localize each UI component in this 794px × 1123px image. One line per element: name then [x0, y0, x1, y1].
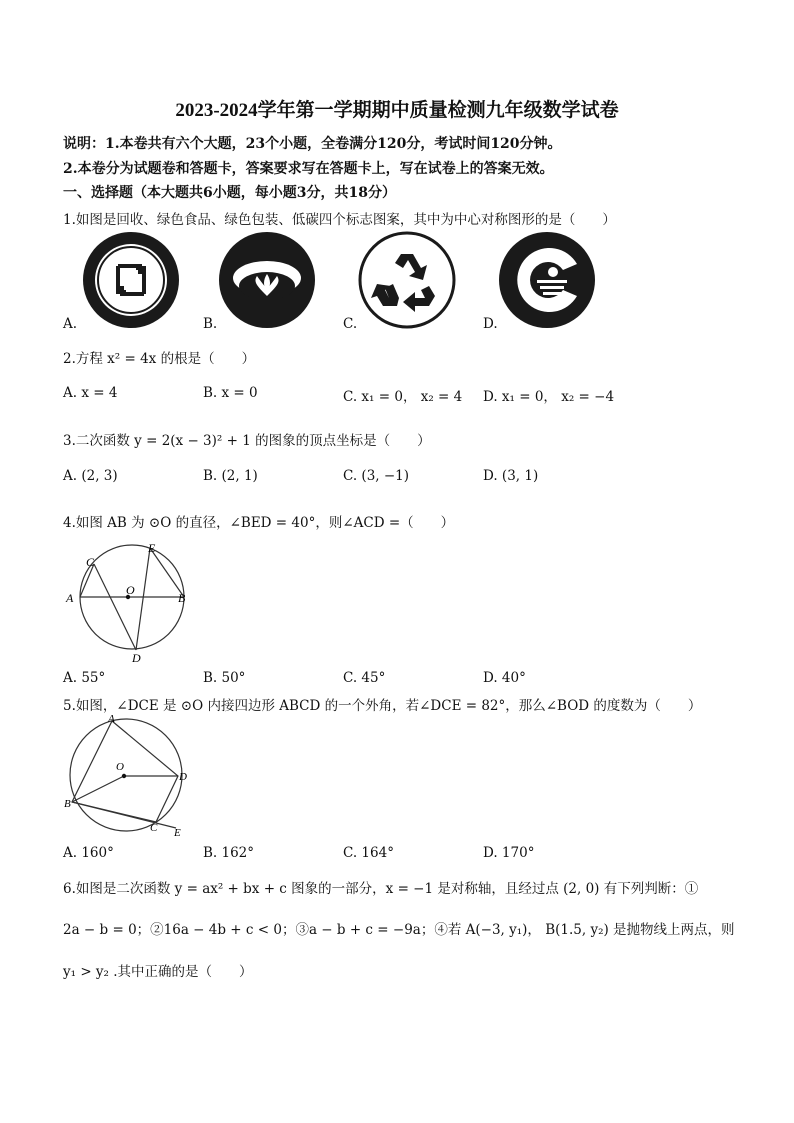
question-1-stem: 1.如图是回收、绿色食品、绿色包装、低碳四个标志图案，其中为中心对称图形的是（ ） — [63, 212, 616, 228]
q4-option-a: A. 55° — [63, 670, 106, 686]
question-6-line-3: y₁ > y₂ .其中正确的是（ ） — [63, 964, 253, 980]
question-5-stem: 5.如图，∠DCE 是 ⊙O 内接四边形 ABCD 的一个外角，若∠DCE = 82°，那么∠BOD 的度数为（ ） — [63, 698, 702, 714]
q4-label-e: E — [148, 541, 156, 555]
green-packaging-logo-icon — [357, 230, 457, 330]
question-2-stem: 2.方程 x² = 4x 的根是（ ） — [63, 351, 256, 367]
q4-option-b: B. 50° — [203, 670, 246, 686]
question-6-line-2: 2a − b = 0；②16a − 4b + c < 0；③a − b + c = −9a；④若 A(−3, y₁)， B(1.5, y₂) 是抛物线上两点，则 — [63, 922, 735, 938]
q1-option-a: A. — [63, 316, 78, 332]
q5-option-a: A. 160° — [63, 845, 114, 861]
q3-option-d: D. (3, 1) — [483, 468, 539, 484]
q2-option-a: A. x = 4 — [63, 385, 118, 401]
q4-label-d: D — [132, 651, 141, 665]
q3-option-a: A. (2, 3) — [63, 468, 118, 484]
q5-label-b: B — [64, 798, 71, 810]
page-title: 2023-2024学年第一学期期中质量检测九年级数学试卷 — [175, 100, 619, 121]
question-3-stem: 3.二次函数 y = 2(x − 3)² + 1 的图象的顶点坐标是（ ） — [63, 433, 431, 449]
q4-label-b: B — [178, 591, 186, 605]
exam-note-1: 说明：1.本卷共有六个大题，23个小题，全卷满分120分，考试时间120分钟。 — [63, 136, 562, 152]
q4-label-a: A — [66, 591, 74, 605]
q2-option-b: B. x = 0 — [203, 385, 258, 401]
q5-option-b: B. 162° — [203, 845, 255, 861]
q4-option-c: C. 45° — [343, 670, 386, 686]
q5-label-c: C — [150, 822, 158, 834]
q3-option-c: C. (3, −1) — [343, 468, 410, 484]
low-carbon-logo-icon — [497, 230, 597, 330]
q5-label-d: D — [179, 771, 187, 783]
q2-option-d: D. x₁ = 0， x₂ = −4 — [483, 389, 615, 405]
q5-label-o: O — [116, 761, 124, 773]
q1-option-c: C. — [343, 316, 358, 332]
q5-label-a: A — [108, 713, 115, 725]
q5-label-e: E — [174, 827, 181, 839]
exam-note-2: 2.本卷分为试题卷和答题卡，答案要求写在答题卡上，写在试卷上的答案无效。 — [63, 161, 554, 177]
q4-label-c: C — [86, 555, 95, 569]
question-6-line-1: 6.如图是二次函数 y = ax² + bx + c 图象的一部分，x = −1 是对称轴，且经过点 (2, 0) 有下列判断：① — [63, 881, 699, 897]
q5-circle-figure — [64, 714, 194, 840]
q1-option-d: D. — [483, 316, 498, 332]
green-food-logo-icon — [217, 230, 317, 330]
section-heading: 一、选择题（本大题共6小题，每小题3分，共18分） — [63, 185, 396, 201]
q5-option-d: D. 170° — [483, 845, 535, 861]
q4-circle-figure — [64, 540, 194, 665]
q5-option-c: C. 164° — [343, 845, 394, 861]
q4-option-d: D. 40° — [483, 670, 526, 686]
q4-label-o: O — [126, 583, 135, 597]
q1-option-b: B. — [203, 316, 218, 332]
q2-option-c: C. x₁ = 0， x₂ = 4 — [343, 389, 463, 405]
q3-option-b: B. (2, 1) — [203, 468, 258, 484]
question-4-stem: 4.如图 AB 为 ⊙O 的直径，∠BED = 40°，则∠ACD =（ ） — [63, 515, 455, 531]
recycling-logo-icon — [80, 230, 182, 330]
